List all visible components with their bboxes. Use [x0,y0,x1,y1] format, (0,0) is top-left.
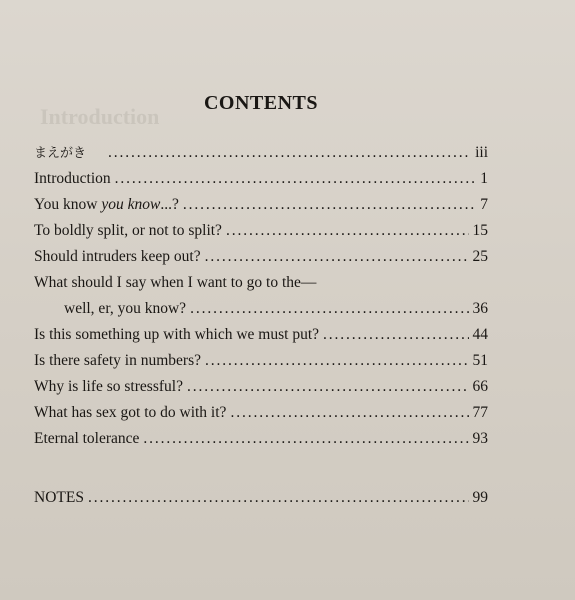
toc-entry-title: Is there safety in numbers? [34,352,201,369]
toc-entry-preface[interactable] [34,140,488,166]
toc-entry-eternal-tolerance[interactable] [34,426,488,452]
toc-entry-intruders[interactable] [34,244,488,270]
toc-entry-safety-in-numbers[interactable] [34,348,488,374]
toc-entry-title: NOTES [34,489,84,506]
table-of-contents [34,140,488,511]
toc-entry-notes[interactable] [34,485,488,511]
toc-title-part: You know [34,196,102,213]
toc-entry-title-continued: well, er, you know? [64,300,187,317]
dot-leader [143,426,468,452]
toc-entry-title: What has sex got to do with it? [34,404,227,421]
toc-page-number: 36 [472,300,488,317]
bleed-through-heading: Introduction [40,104,160,129]
toc-entry-title: Why is life so stressful? [34,378,183,395]
toc-title-emphasis: you know [101,196,161,213]
toc-title-part: ...? [160,196,179,213]
toc-entry-sex[interactable] [34,400,488,426]
toc-entry-what-should-i-say-line1[interactable] [34,270,488,296]
toc-page-number: 44 [472,326,488,343]
dot-leader [187,374,469,400]
dot-leader [190,296,468,322]
toc-entry-title: Eternal tolerance [34,430,140,447]
toc-entry-title: Introduction [34,170,111,187]
dot-leader [88,485,469,511]
dot-leader [108,140,471,166]
toc-page-number: 7 [480,196,488,213]
toc-entry-up-with-which[interactable] [34,322,488,348]
toc-entry-title: Is this something up with which we must put? [34,326,320,343]
toc-page-number: 1 [480,170,488,187]
toc-page-number: 93 [472,430,488,447]
toc-page-number: 25 [472,248,488,265]
toc-page-number: 66 [472,378,488,395]
toc-entry-title: Should intruders keep out? [34,248,201,265]
contents-heading: CONTENTS [203,92,319,114]
dot-leader [323,322,468,348]
toc-entry-title [34,192,179,218]
toc-entry-title: To boldly split, or not to split? [34,222,222,239]
toc-page-number: 77 [472,404,488,421]
toc-page-number: iii [475,144,488,161]
dot-leader [230,400,468,426]
toc-page-number: 15 [472,222,488,239]
toc-entry-you-know[interactable] [34,192,488,218]
dot-leader [205,348,469,374]
toc-page-number: 51 [472,352,488,369]
dot-leader [226,218,469,244]
dot-leader [183,192,476,218]
toc-entry-title: まえがき [34,146,87,161]
toc-entry-title: What should I say when I want to go to the— [34,274,317,291]
dot-leader [205,244,469,270]
toc-entry-what-should-i-say-line2[interactable] [34,296,488,322]
toc-page-number: 99 [472,489,488,506]
toc-entry-split[interactable] [34,218,488,244]
dot-leader [115,166,477,192]
toc-entry-introduction[interactable] [34,166,488,192]
toc-entry-stressful[interactable] [34,374,488,400]
